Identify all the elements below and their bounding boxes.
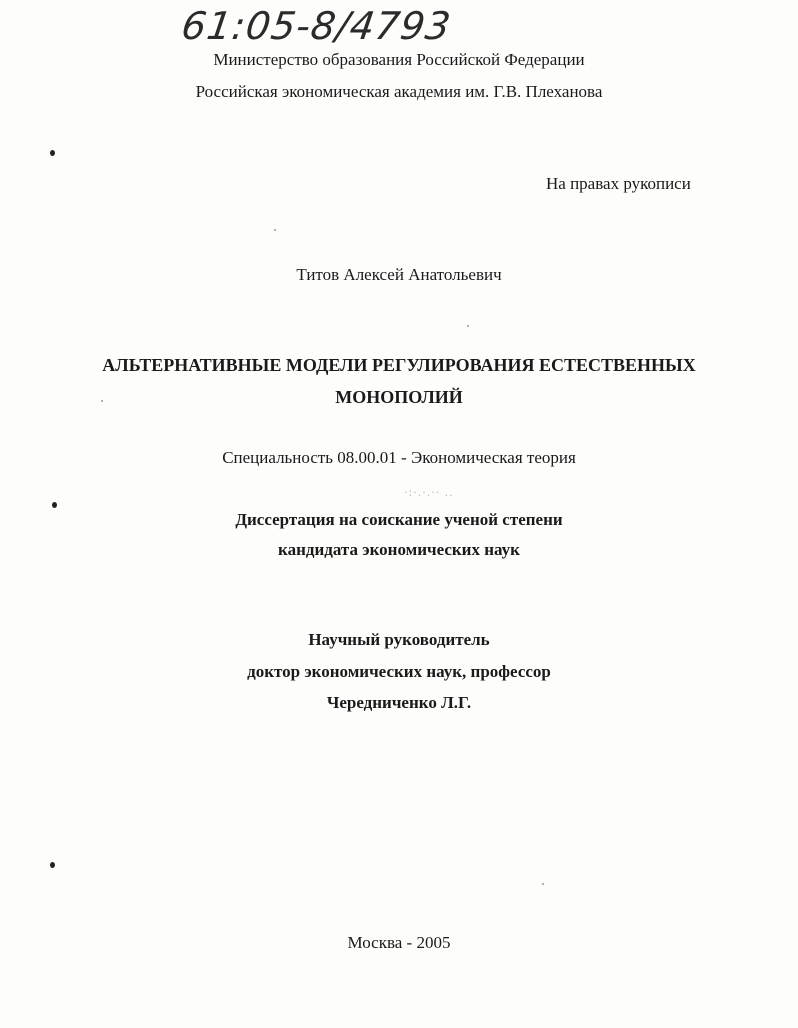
rights-notice: На правах рукописи xyxy=(546,174,691,193)
dissertation-line-1: Диссертация на соискание ученой степени xyxy=(235,510,563,529)
scan-speck xyxy=(274,229,276,231)
ministry-line: Министерство образования Российской Федерации xyxy=(213,50,585,69)
scan-dot xyxy=(50,862,55,868)
handwritten-archive-code: 61:05-8/4793 xyxy=(178,4,455,48)
academy-line: Российская экономическая академия им. Г.В. Плеханова xyxy=(195,82,603,101)
specialty-line: Специальность 08.00.01 - Экономическая теория xyxy=(222,448,576,467)
title-line-2: МОНОПОЛИЙ xyxy=(335,387,463,407)
scan-speck xyxy=(542,883,544,885)
scan-speck xyxy=(467,325,469,327)
faint-stamp-marks: ·:·.·.·· .. xyxy=(404,486,454,499)
dissertation-line-2: кандидата экономических наук xyxy=(278,540,520,559)
title-line-1: АЛЬТЕРНАТИВНЫЕ МОДЕЛИ РЕГУЛИРОВАНИЯ ЕСТЕСТВЕННЫХ xyxy=(102,355,696,375)
supervisor-degree: доктор экономических наук, профессор xyxy=(247,662,551,681)
supervisor-label: Научный руководитель xyxy=(308,630,490,649)
supervisor-name: Чередниченко Л.Г. xyxy=(326,693,472,712)
scan-speck xyxy=(101,400,103,402)
scan-dot xyxy=(52,502,57,508)
scan-dot xyxy=(50,150,55,156)
place-year: Москва - 2005 xyxy=(347,933,451,952)
author-name: Титов Алексей Анатольевич xyxy=(296,265,502,284)
